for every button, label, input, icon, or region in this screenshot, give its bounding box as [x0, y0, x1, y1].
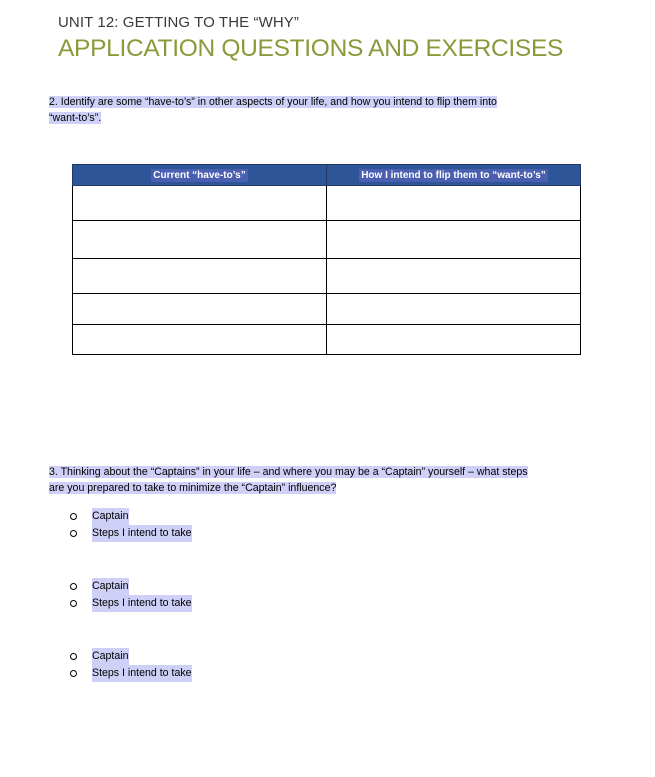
list-item: Steps I intend to take [70, 665, 192, 682]
column-header-flip: How I intend to flip them to “want-to’s” [327, 165, 581, 186]
circle-bullet-icon [70, 513, 77, 520]
table-cell[interactable] [327, 325, 581, 355]
captain-list-3 [70, 648, 192, 682]
table-row [73, 221, 581, 259]
table-cell[interactable] [73, 186, 327, 221]
captain-list-2 [70, 578, 192, 612]
page-title: APPLICATION QUESTIONS AND EXERCISES [58, 35, 564, 62]
column-header-current: Current “have-to’s” [73, 165, 327, 186]
table-row [73, 259, 581, 294]
circle-bullet-icon [70, 600, 77, 607]
table-cell[interactable] [327, 221, 581, 259]
circle-bullet-icon [70, 583, 77, 590]
table-cell[interactable] [73, 294, 327, 325]
table-cell[interactable] [73, 259, 327, 294]
table-cell[interactable] [73, 221, 327, 259]
table-cell[interactable] [327, 186, 581, 221]
question-2-line-2: “want-to’s”. [49, 111, 102, 124]
table-cell[interactable] [327, 259, 581, 294]
question-3 [49, 465, 609, 496]
question-2-line-1: 2. Identify are some “have-to’s” in other aspects of your life, and how you intend to flip them into [49, 96, 497, 108]
list-item: Captain [70, 578, 192, 595]
unit-title: UNIT 12: GETTING TO THE “WHY” [58, 14, 299, 31]
have-to-table [72, 164, 581, 355]
question-2 [49, 95, 609, 126]
list-item: Captain [70, 508, 192, 525]
list-item: Steps I intend to take [70, 525, 192, 542]
question-3-line-2: are you prepared to take to minimize the “Captain” influence? [49, 481, 337, 494]
captain-list-1 [70, 508, 192, 542]
question-3-line-1: 3. Thinking about the “Captains” in your life – and where you may be a “Captain” yourself – what steps [49, 466, 528, 478]
list-item: Captain [70, 648, 192, 665]
table-row [73, 294, 581, 325]
list-item: Steps I intend to take [70, 595, 192, 612]
table-row [73, 325, 581, 355]
table-row [73, 186, 581, 221]
circle-bullet-icon [70, 670, 77, 677]
table-cell[interactable] [327, 294, 581, 325]
circle-bullet-icon [70, 530, 77, 537]
table-cell[interactable] [73, 325, 327, 355]
circle-bullet-icon [70, 653, 77, 660]
